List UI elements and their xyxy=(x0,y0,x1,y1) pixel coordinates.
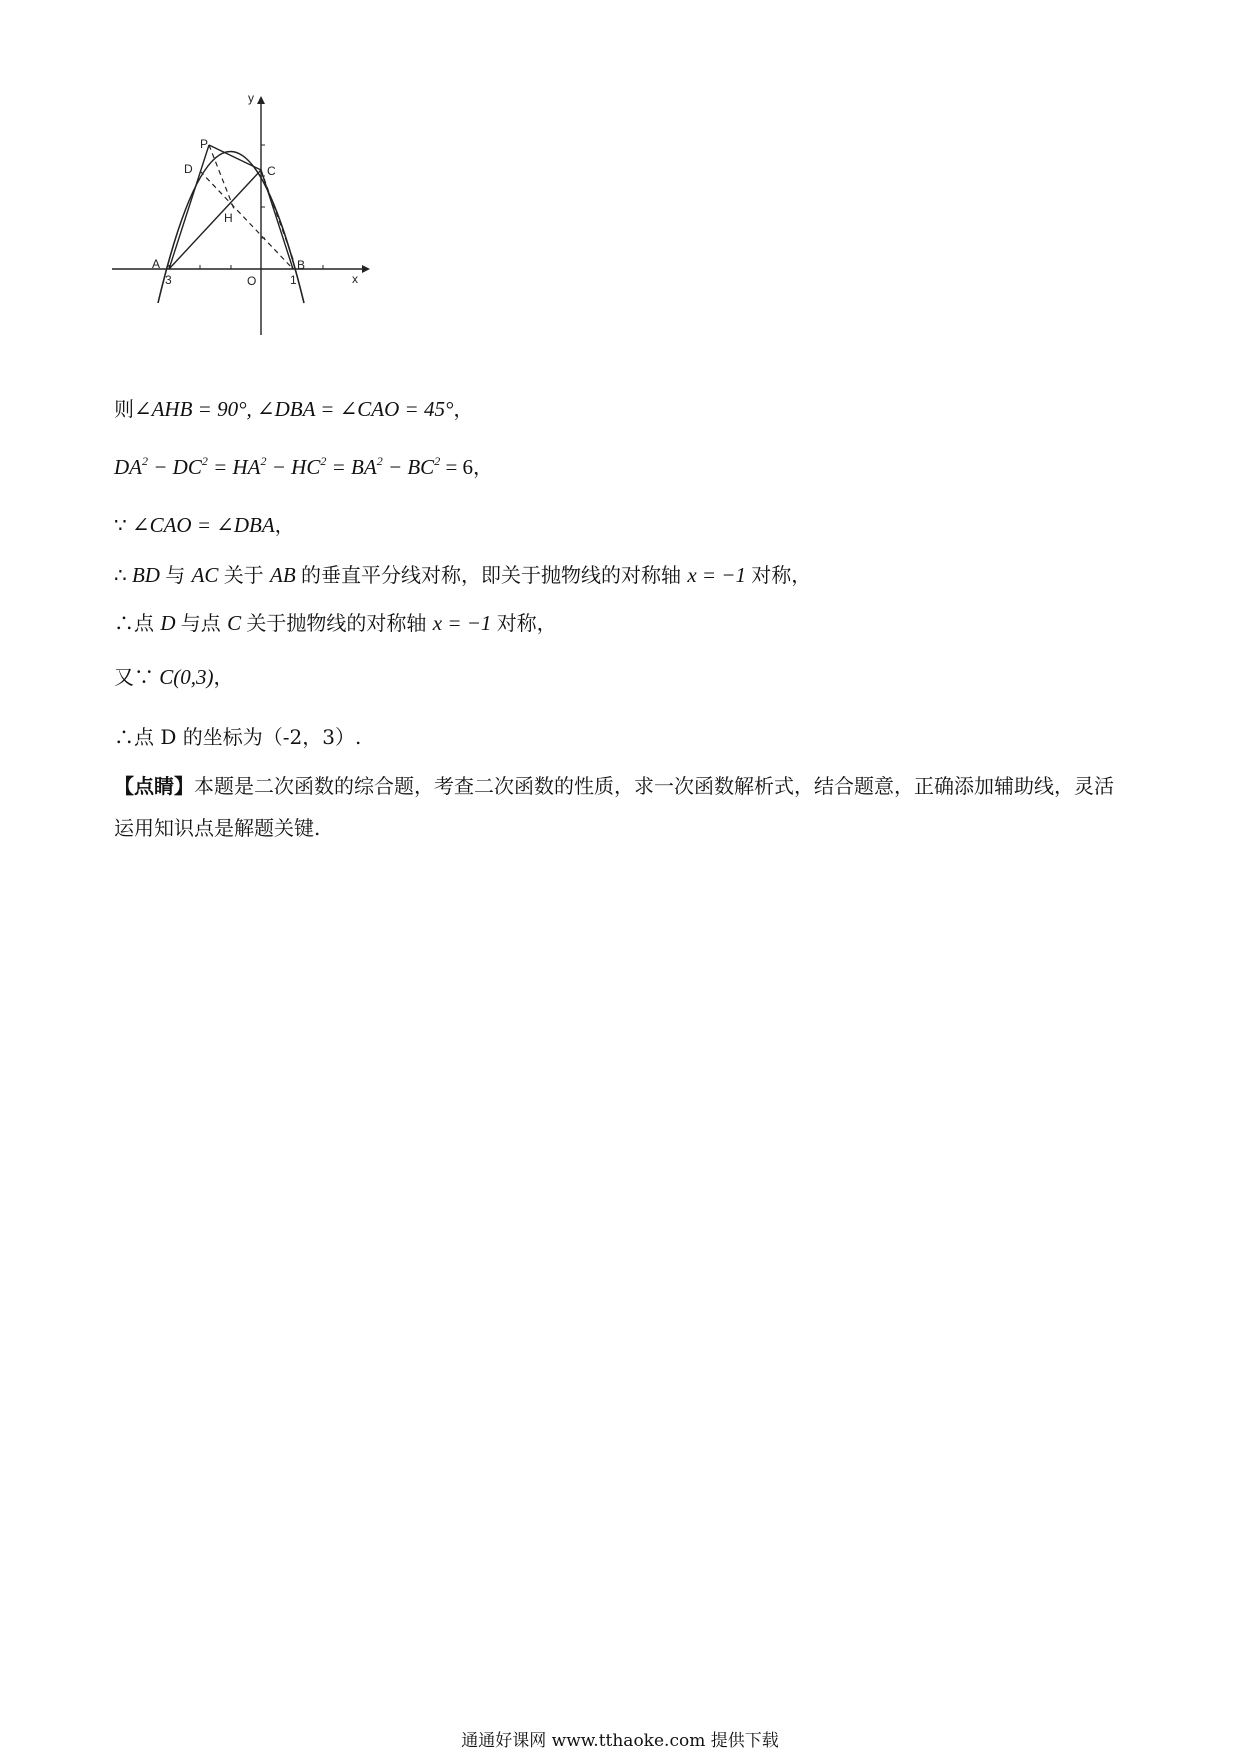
line-conclusion: ∴点 D 的坐标为（-2，3）. xyxy=(114,725,362,749)
line-angle-statement: 则∠AHB = 90°, ∠DBA = ∠CAO = 45°， xyxy=(114,397,474,421)
label-d: D xyxy=(184,162,193,176)
parabola-curve xyxy=(158,152,304,304)
label-o: O xyxy=(247,274,257,288)
tick-label-a: 3 xyxy=(165,273,172,287)
note-text: 本题是二次函数的综合题，考查二次函数的性质，求一次函数解析式，结合题意，正确添加辅助线，灵活运用知识点是解题关键. xyxy=(114,774,1114,840)
label-p: P xyxy=(200,137,209,151)
label-h: H xyxy=(224,211,233,225)
parabola-figure xyxy=(112,91,412,380)
line-point-c: 又∵ C(0,3)， xyxy=(114,665,234,689)
label-c: C xyxy=(267,164,276,178)
label-y: y xyxy=(248,91,254,105)
therefore-symbol: ∴ xyxy=(114,611,134,635)
y-axis-arrow xyxy=(257,96,265,104)
line-symmetry-bd-ac: ∴ BD 与 AC 关于 AB 的垂直平分线对称，即关于抛物线的对称轴 x = −1 对称， xyxy=(114,563,812,587)
page-footer: 通通好课网 www.tthaoke.com 提供下载 xyxy=(461,1731,779,1751)
therefore-symbol: ∴ xyxy=(114,563,127,587)
label-x: x xyxy=(352,272,358,286)
line-symmetry-d-c: ∴点 D 与点 C 关于抛物线的对称轴 x = −1 对称， xyxy=(114,611,557,635)
label-a: A xyxy=(152,257,161,271)
x-axis-arrow xyxy=(362,265,370,273)
because-symbol: ∵ xyxy=(134,665,154,689)
because-symbol: ∵ xyxy=(114,513,127,537)
label-b: B xyxy=(297,258,306,272)
therefore-symbol: ∴ xyxy=(114,725,134,749)
tick-label-b: 1 xyxy=(290,273,297,287)
note-label: 【点睛】 xyxy=(114,774,194,798)
note-paragraph xyxy=(114,765,1126,849)
line-because-angles: ∵ ∠CAO = ∠DBA， xyxy=(114,513,295,537)
line-square-differences: $DA^2 - DC^2 = HA^2 - HC^2 = BA^2 - BC^2 = 6$， xyxy=(114,454,494,479)
